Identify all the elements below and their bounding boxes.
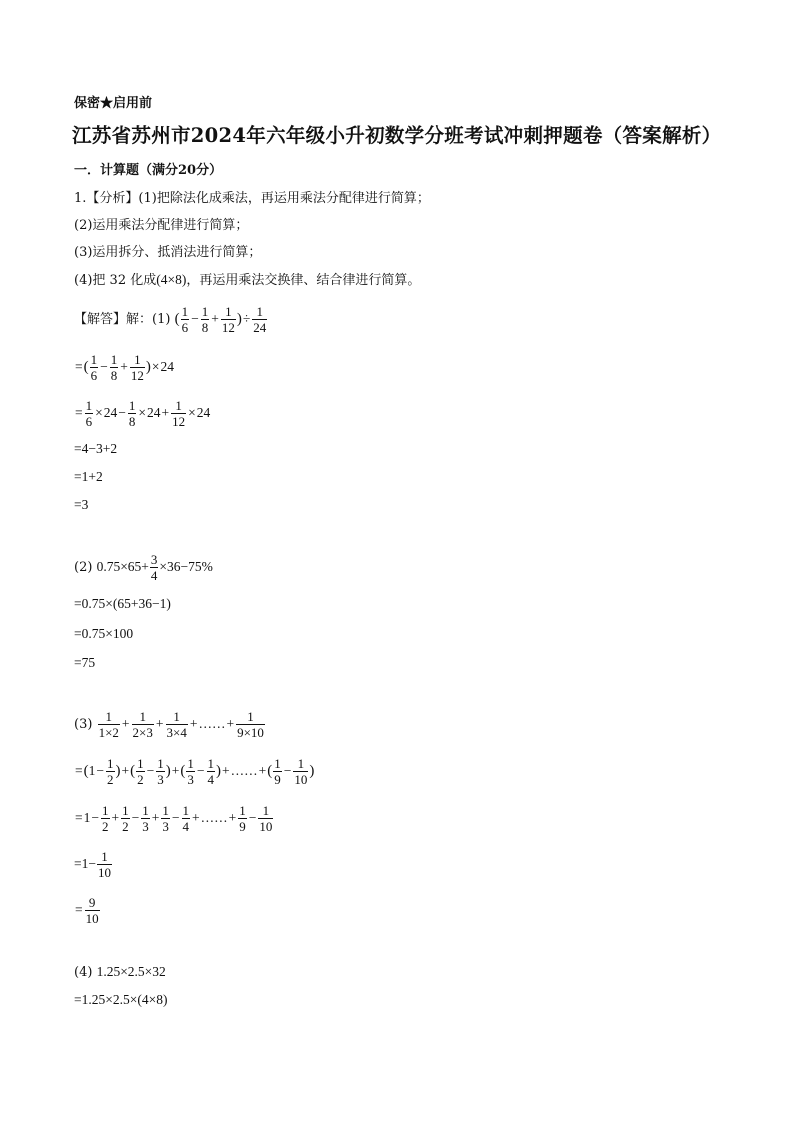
document-title: 江苏省苏州市2024年六年级小升初数学分班考试冲刺押题卷（答案解析） bbox=[72, 124, 722, 147]
analysis-line-3: (3)运用拆分、抵消法进行简算； bbox=[74, 245, 262, 260]
analysis-line-4 bbox=[74, 272, 420, 289]
fraction: $\frac{1}{6}$ bbox=[90, 352, 98, 383]
p3-step-4: = $\frac{9}{10}$ bbox=[75, 895, 99, 926]
p2-expression: (2) 0.75×65+ $\frac{3}{4}$ ×36−75% bbox=[74, 552, 213, 583]
p4-label: (4) bbox=[74, 965, 93, 980]
p2-step-2: =0.75×100 bbox=[74, 626, 134, 641]
fraction: $\frac{1}{2\times 3}$ bbox=[132, 709, 153, 740]
fraction: $\frac{1}{12}$ bbox=[130, 352, 144, 383]
p3-step-3: =1− $\frac{1}{10}$ bbox=[74, 849, 111, 880]
divide-sign: ÷ bbox=[242, 311, 251, 326]
analysis-line-4-math: (4×8) bbox=[156, 272, 187, 287]
p3-label: (3) bbox=[74, 717, 93, 732]
p2-label: (2) bbox=[74, 560, 93, 575]
p4-step-1: =1.25×2.5×(4×8) bbox=[74, 992, 168, 1007]
fraction: $\frac{1}{8}$ bbox=[110, 352, 118, 383]
solution-prefix: 【解答】解：(1) bbox=[74, 312, 171, 327]
fraction: $\frac{1}{8}$ bbox=[201, 304, 209, 335]
fraction: $\frac{1}{3\times 4}$ bbox=[166, 709, 187, 740]
p1-step-3: =4−3+2 bbox=[74, 441, 118, 456]
p3-expression: (3) $\frac{1}{1\times 2}$ + $\frac{1}{2\times 3}$ + $\frac{1}{3\times 4}$ +……+ $\frac{1}{9\times 10}$ bbox=[74, 709, 264, 740]
close-paren: ) bbox=[236, 311, 242, 327]
fraction: $\frac{1}{12}$ bbox=[172, 398, 186, 429]
open-paren: ( bbox=[174, 311, 180, 327]
p2-step-1: =0.75×(65+36−1) bbox=[74, 596, 171, 611]
analysis-line-4-c: ，再运用乘法交换律、结合律进行简算。 bbox=[186, 273, 421, 288]
p3-step-2: =1− $\frac{1}{2}$ + $\frac{1}{2}$ − $\frac{1}{3}$ + $\frac{1}{3}$ − $\frac{1}{4}$ +……+ $\frac{1}{9}$ − $\frac{1}{10}$ bbox=[75, 803, 273, 834]
fraction: $\frac{1}{6}$ bbox=[85, 398, 93, 429]
p1-step-1: =( $\frac{1}{6}$ − $\frac{1}{8}$ + $\frac{1}{12}$ )×24 bbox=[75, 352, 174, 383]
p4-expression: (4) 1.25×2.5×32 bbox=[74, 964, 166, 980]
fraction: $\frac{1}{12}$ bbox=[221, 304, 235, 335]
analysis-line-2: (2)运用乘法分配律进行简算； bbox=[74, 218, 249, 233]
fraction: $\frac{1}{9\times 10}$ bbox=[237, 709, 264, 740]
fraction: $\frac{1}{8}$ bbox=[128, 398, 136, 429]
section-heading: 一．计算题（满分20分） bbox=[74, 163, 223, 178]
p1-step-2: = $\frac{1}{6}$ ×24− $\frac{1}{8}$ ×24+ $\frac{1}{12}$ ×24 bbox=[75, 398, 211, 429]
p1-step-4: =1+2 bbox=[74, 469, 103, 484]
fraction: $\frac{3}{4}$ bbox=[150, 552, 158, 583]
analysis-line-4-a: (4)把 32 化成 bbox=[74, 273, 157, 288]
fraction: $\frac{1}{6}$ bbox=[181, 304, 189, 335]
fraction: $\frac{1}{24}$ bbox=[253, 304, 267, 335]
p1-expression: 【解答】解：(1) ( $\frac{1}{6}$ − $\frac{1}{8}$ + $\frac{1}{12}$ )÷ $\frac{1}{24}$ bbox=[74, 304, 267, 335]
analysis-line-1: 1.【分析】(1)把除法化成乘法，再运用乘法分配律进行简算； bbox=[74, 191, 430, 206]
p1-step-5: =3 bbox=[74, 497, 89, 512]
confidential-mark: 保密★启用前 bbox=[74, 96, 153, 111]
p2-step-3: =75 bbox=[74, 655, 96, 670]
fraction: $\frac{1}{1\times 2}$ bbox=[98, 709, 119, 740]
p3-step-1: =(1− $\frac{1}{2}$ )+( $\frac{1}{2}$ − $\frac{1}{3}$ )+( $\frac{1}{3}$ − $\frac{1}{4}$ )+……+( $\frac{1}{9}$ − $\frac{1}{10}$ ) bbox=[75, 756, 315, 787]
